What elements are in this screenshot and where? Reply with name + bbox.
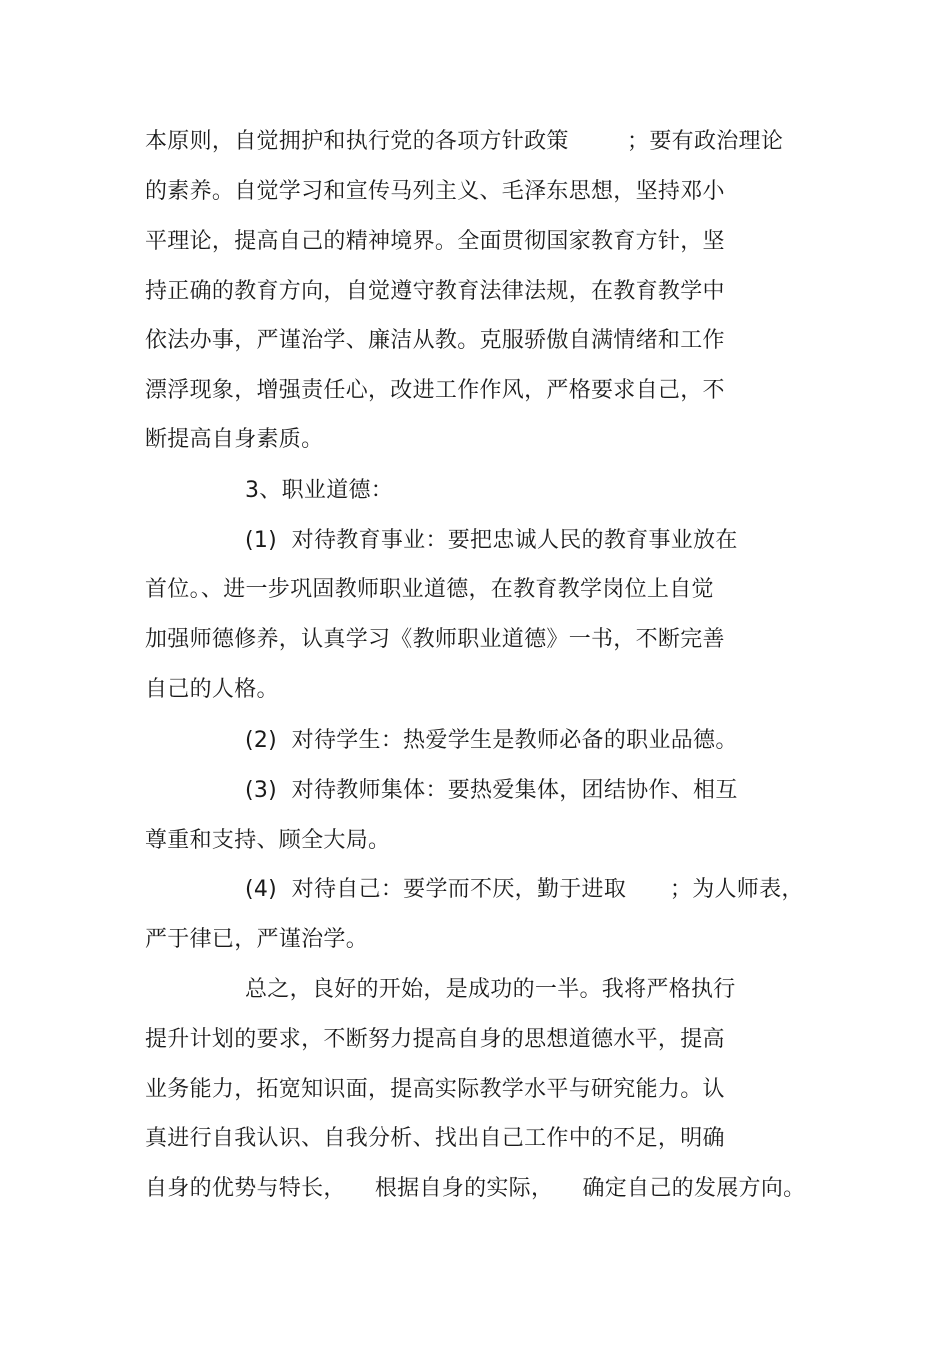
text-line: 提升计划的要求，不断努力提高自身的思想道德水平，提高 <box>145 1027 725 1052</box>
section-heading: 3、职业道德： <box>245 478 394 503</box>
text-line: 本原则，自觉拥护和执行党的各项方针政策 ；要有政治理论 <box>145 129 784 154</box>
text-line: 真进行自我认识、自我分析、找出自己工作中的不足，明确 <box>145 1126 725 1151</box>
text-line: 严于律已，严谨治学。 <box>145 927 369 952</box>
text-line: 总之，良好的开始，是成功的一半。我将严格执行 <box>245 977 736 1002</box>
text-line: 业务能力，拓宽知识面，提高实际教学水平与研究能力。认 <box>145 1077 725 1102</box>
text-line: 自身的优势与特长， 根据自身的实际， 确定自己的发展方向。 <box>145 1176 806 1201</box>
text-line: 依法办事，严谨治学、廉洁从教。克服骄傲自满情绪和工作 <box>145 328 725 353</box>
text-line: (4) 对待自己：要学而不厌，勤于进取 ；为人师表， <box>245 877 804 902</box>
text-line: (2) 对待学生：热爱学生是教师必备的职业品德。 <box>245 728 738 753</box>
text-line: (3) 对待教师集体：要热爱集体，团结协作、相互 <box>245 778 738 803</box>
text-line: (1) 对待教育事业：要把忠诚人民的教育事业放在 <box>245 528 738 553</box>
text-line: 持正确的教育方向，自觉遵守教育法律法规，在教育教学中 <box>145 279 725 304</box>
text-line: 漂浮现象，增强责任心，改进工作作风，严格要求自己，不 <box>145 378 725 403</box>
text-line: 自己的人格。 <box>145 677 279 702</box>
text-line: 首位。、进一步巩固教师职业道德，在教育教学岗位上自觉 <box>145 577 714 602</box>
text-line: 尊重和支持、顾全大局。 <box>145 828 391 853</box>
text-line: 平理论，提高自己的精神境界。全面贯彻国家教育方针，坚 <box>145 229 725 254</box>
text-line: 加强师德修养，认真学习《教师职业道德》一书，不断完善 <box>145 627 725 652</box>
text-line: 断提高自身素质。 <box>145 427 324 452</box>
text-line: 的素养。自觉学习和宣传马列主义、毛泽东思想，坚持邓小 <box>145 179 725 204</box>
